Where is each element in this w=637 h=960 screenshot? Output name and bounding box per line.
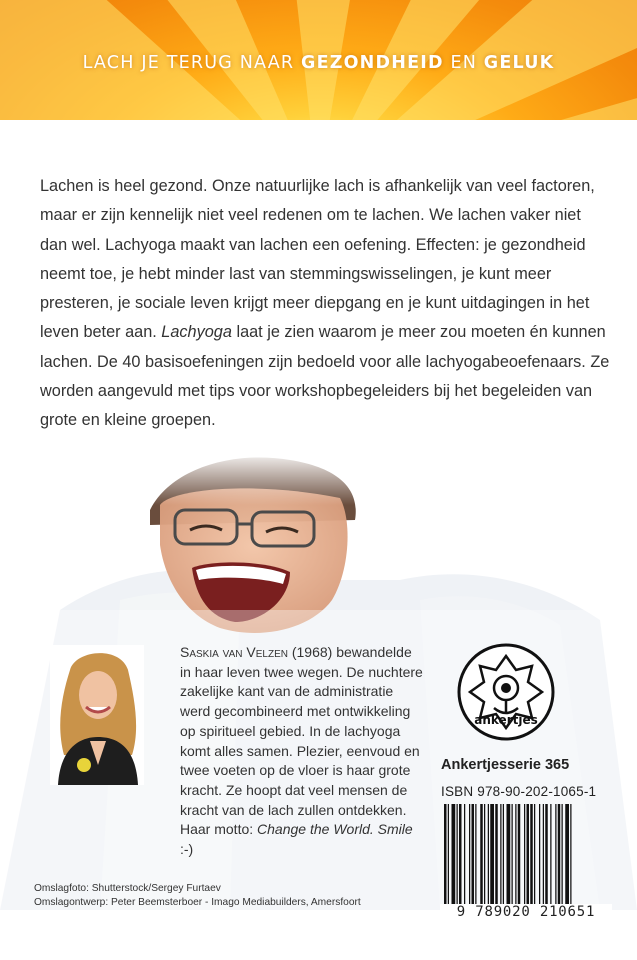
barcode-bar (512, 804, 513, 916)
author-bio (180, 643, 425, 860)
barcode-bar (480, 804, 483, 916)
barcode-bar (469, 804, 470, 916)
barcode-bar (472, 804, 475, 916)
barcode-bar (530, 804, 533, 916)
design-credit: Omslagontwerp: Peter Beemsterboer - Imago Mediabuilders, Amersfoort (34, 897, 361, 908)
barcode-bar (459, 804, 462, 916)
barcode-bar (545, 804, 548, 916)
barcode-bar (475, 804, 476, 916)
barcode-bar (448, 804, 449, 916)
ankertjes-logo (456, 642, 556, 742)
barcode-bar (518, 804, 521, 916)
barcode-bar (539, 804, 540, 916)
barcode-bar (495, 804, 498, 916)
barcode-bar (457, 804, 458, 916)
author-portrait (50, 645, 144, 785)
banner-title-bold2: GELUK (483, 53, 555, 73)
barcode-bar (507, 804, 511, 916)
intro-title-italic: Lachyoga (161, 323, 232, 342)
intro-blurb (40, 172, 610, 436)
isbn-label: ISBN 978-90-202-1065-1 (441, 784, 597, 799)
barcode-bar (488, 804, 489, 916)
author-photo (50, 645, 144, 785)
banner-title (0, 53, 637, 73)
intro-text-2: laat je zien waarom je meer zou moeten én kunnen lachen. De 40 basisoefeningen zijn bedoeld voor alle lachyogabeoefenaars. Ze worden aangevuld met tips voor workshopbegeleiders bij het begeleiden van grote en kleine groepen. (40, 323, 610, 430)
barcode-bar (570, 804, 571, 916)
ankertjes-logo-icon (456, 642, 556, 742)
barcode-bar (562, 804, 563, 916)
author-name: Saskia van Velzen (180, 644, 288, 660)
banner-title-part2: EN (443, 53, 484, 73)
intro-paragraph (40, 172, 610, 436)
barcode-bar (550, 804, 551, 916)
barcode-bar (500, 804, 501, 916)
barcode-bar (490, 804, 494, 916)
barcode-bar (524, 804, 525, 916)
barcode-bar (515, 804, 516, 916)
author-bio-text-1: (1968) bewandelde in haar leven twee wegen. De nuchtere zakelijke kant van de administratie werd gecombineerd met ontwikkeling op spiritueel gebied. In de lachyoga komt alles samen. Plezier, eenvoud en twee voeten op de vloer is haar grote kracht. Ze hoopt dat veel mensen de kracht van de lach zullen ontdekken. Haar motto: (180, 644, 423, 838)
barcode-bar (534, 804, 535, 916)
barcode-digits: 9 789020 210651 (440, 904, 612, 920)
author-bio-text-2: :-) (180, 841, 194, 858)
barcode-bar (464, 804, 465, 916)
barcode-bar (565, 804, 569, 916)
barcode-bar (555, 804, 556, 916)
author-bio-paragraph (180, 643, 425, 860)
cover-credits (34, 882, 361, 910)
barcode-bar (558, 804, 561, 916)
banner-title-part1: LACH JE TERUG NAAR (82, 53, 301, 73)
author-motto: Change the World. Smile (257, 821, 413, 838)
header-banner (0, 0, 637, 120)
barcode-bar (444, 804, 447, 916)
series-label: Ankertjesserie 365 (441, 757, 570, 773)
barcode-bar (484, 804, 485, 916)
logo-text: ankertjes (474, 713, 538, 727)
intro-text-1: Lachen is heel gezond. Onze natuurlijke lach is afhankelijk van veel factoren, maar er zijn kennelijk niet veel redenen om te lachen. We lachen vaker niet dan wel. Lachyoga maakt van lachen een oefening. Effecten: je gezondheid neemt toe, je hebt minder last van stemmingswisselingen, je kunt meer presteren, je sociale leven krijgt meer diepgang en je kunt uitdagingen in het leven beter aan. (40, 177, 595, 342)
banner-title-bold1: GEZONDHEID (301, 53, 444, 73)
barcode-bar (527, 804, 530, 916)
barcode-bar (452, 804, 456, 916)
photo-credit: Omslagfoto: Shutterstock/Sergey Furtaev (34, 883, 221, 894)
barcode-bar (503, 804, 504, 916)
barcode-bar (543, 804, 544, 916)
